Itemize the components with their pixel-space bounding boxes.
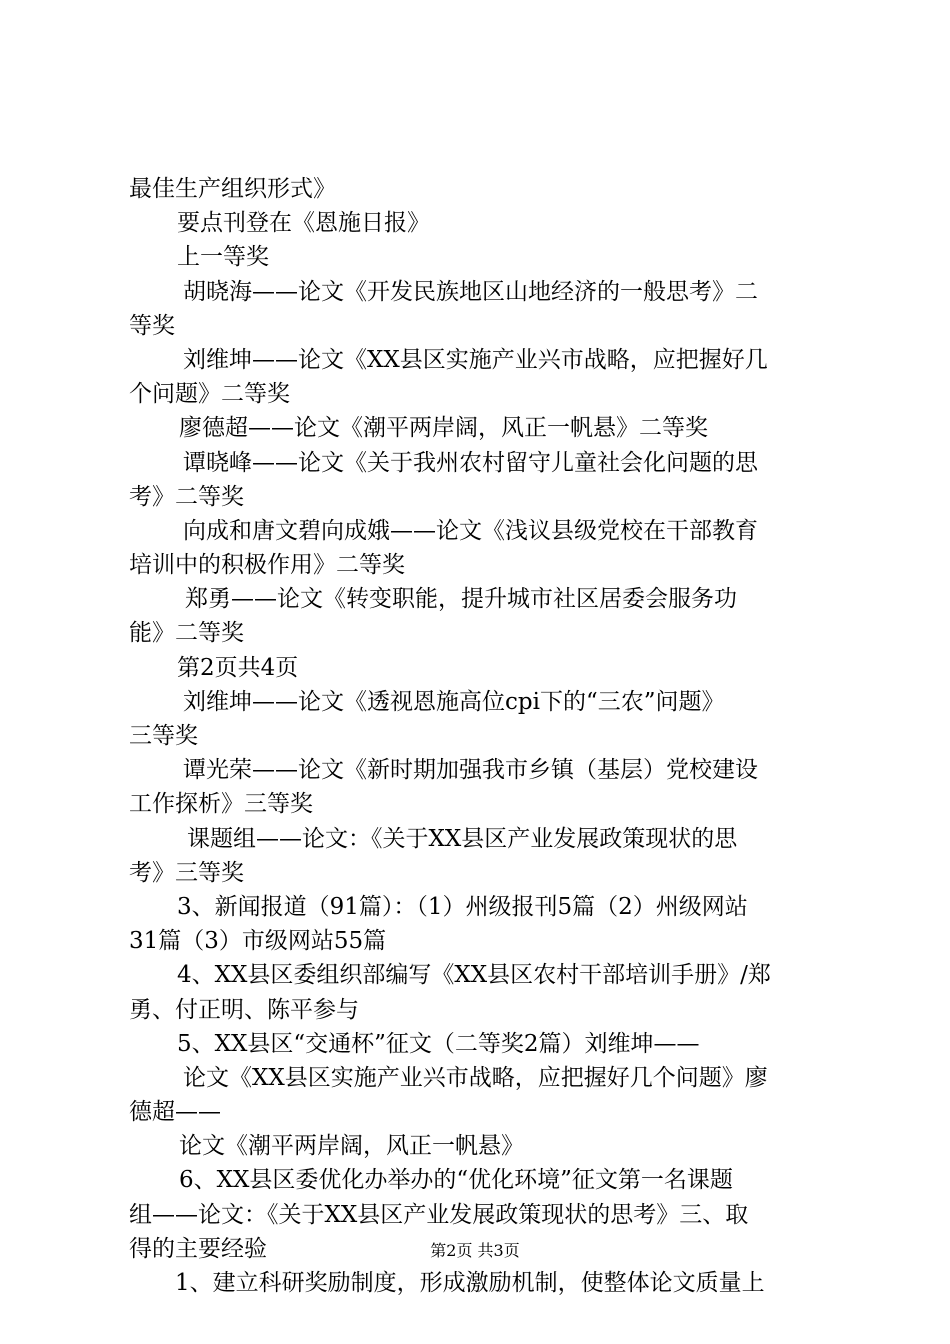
page-footer [0,1241,950,1261]
text-line: 4、XX县区委组织部编写《XX县区农村干部培训手册》/郑 [177,962,771,989]
text-line: 三等奖 [129,723,198,749]
text-line: 向成和唐文碧向成娥——论文《浅议县级党校在干部教育 [183,517,758,544]
text-line: 工作探析》三等奖 [129,791,313,818]
document-body [129,172,833,1300]
text-line: 德超—— [129,1099,221,1126]
text-line: 5、XX县区“交通杯”征文（二等奖2篇）刘维坤—— [177,1030,700,1057]
page-marker: 第2页共4页 [177,654,299,681]
text-line: 廖德超——论文《潮平两岸阔，风正一帆悬》二等奖 [179,415,708,442]
text-line: 个问题》二等奖 [129,381,290,408]
text-line: 1、建立科研奖励制度，形成激励机制，使整体论文质量上 [175,1270,765,1296]
text-line: 考》三等奖 [129,859,244,886]
text-line: 刘维坤——论文《透视恩施高位cpi下的“三农”问题》 [183,688,725,715]
text-line: 能》二等奖 [129,620,244,647]
text-line: 勇、付正明、陈平参与 [129,996,359,1023]
page-number-label: 第2页 共3页 [430,1241,520,1260]
text-line: 论文《潮平两岸阔，风正一帆悬》 [179,1133,524,1160]
text-line: 6、XX县区委优化办举办的“优化环境”征文第一名课题 [179,1167,733,1194]
text-line: 培训中的积极作用》二等奖 [129,552,405,579]
text-line: 上一等奖 [177,244,269,271]
text-line: 刘维坤——论文《XX县区实施产业兴市战略，应把握好几 [183,346,768,373]
text-line: 谭光荣——论文《新时期加强我市乡镇（基层）党校建设 [183,757,758,784]
text-line: 胡晓海——论文《开发民族地区山地经济的一般思考》二 [183,278,758,305]
text-line: 得的主要经验 [129,1235,267,1262]
text-line: 3、新闻报道（91篇）：（1）州级报刊5篇（2）州级网站 [177,893,748,920]
text-line: 论文《XX县区实施产业兴市战略，应把握好几个问题》廖 [183,1064,768,1091]
text-line: 考》二等奖 [129,483,244,510]
text-line: 谭晓峰——论文《关于我州农村留守儿童社会化问题的思 [183,449,758,476]
text-line: 组——论文：《关于XX县区产业发展政策现状的思考》三、取 [129,1201,749,1228]
text-line: 郑勇——论文《转变职能，提升城市社区居委会服务功 [185,586,737,613]
text-line: 要点刊登在《恩施日报》 [177,210,430,237]
text-line: 课题组——论文：《关于XX县区产业发展政策现状的思 [187,825,738,852]
text-line: 最佳生产组织形式》 [129,176,336,202]
text-line: 等奖 [129,312,175,339]
text-line: 31篇（3）市级网站55篇 [129,928,387,955]
